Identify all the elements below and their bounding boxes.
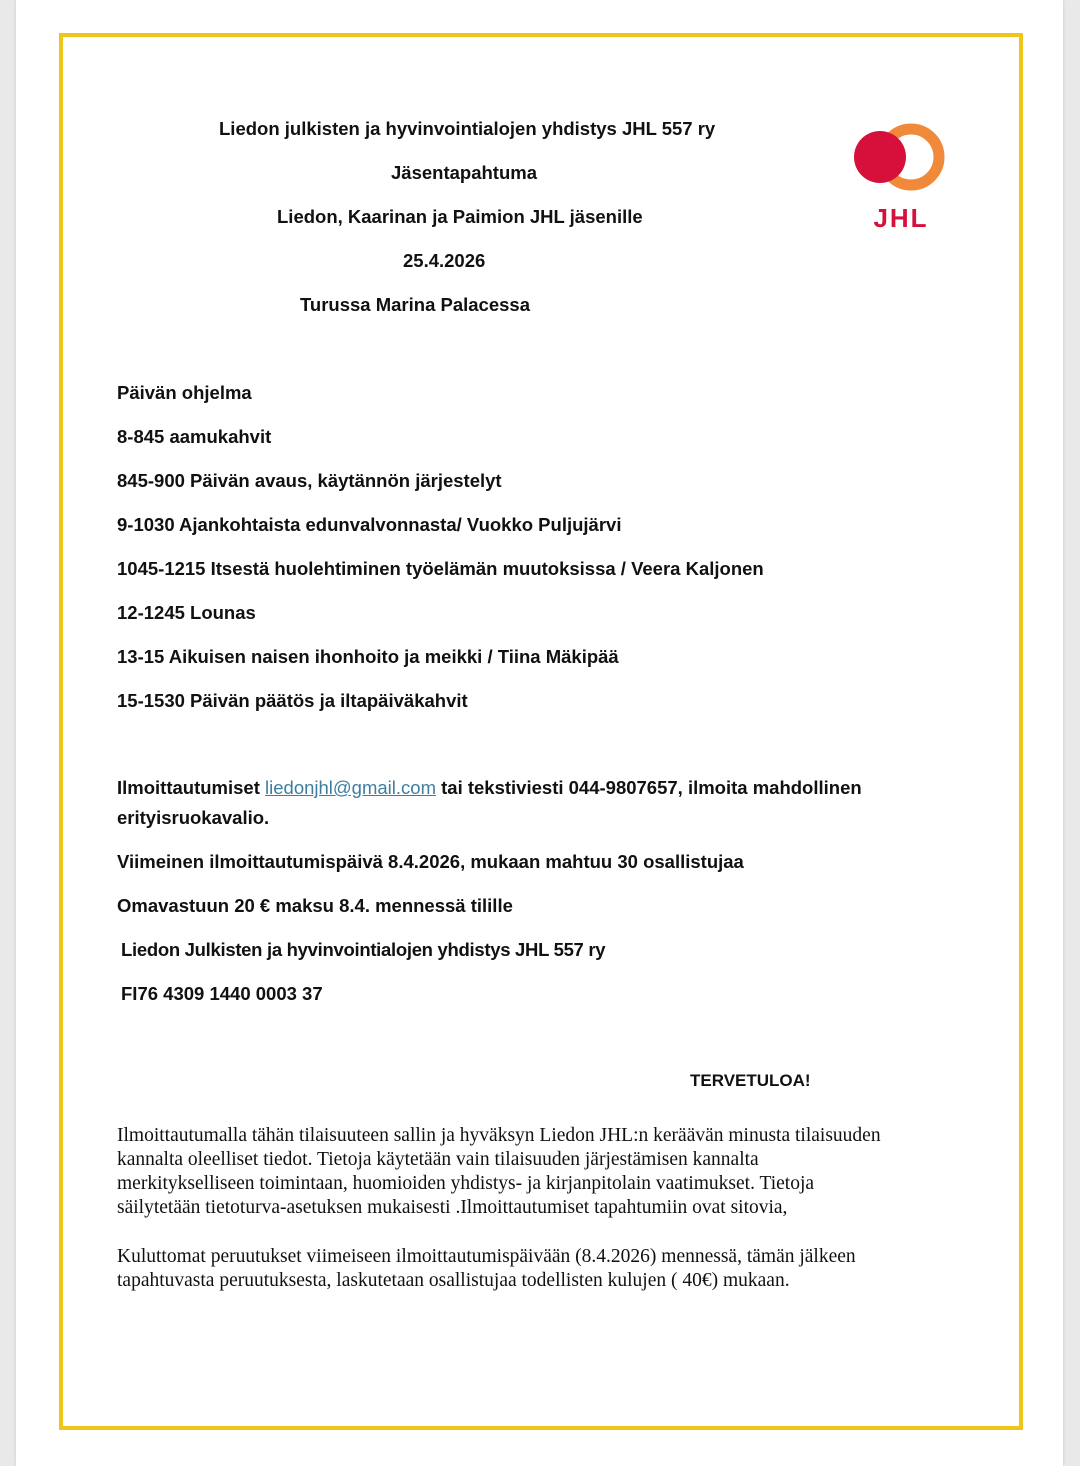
logo-red-dot [854,131,906,183]
cancellation-paragraph [117,1245,856,1293]
welcome-text: TERVETULOA! [690,1071,811,1090]
privacy-line: merkitykselliseen toimintaan, huomioiden yhdistys- ja kirjanpitolain vaatimukset. Tietoja [117,1173,815,1194]
program-item: 12-1245 Lounas [117,602,256,623]
program-item: 845-900 Päivän avaus, käytännön järjestelyt [117,470,502,491]
org-title: Liedon julkisten ja hyvinvointialojen yhdistys JHL 557 ry [219,118,716,139]
event-type: Jäsentapahtuma [391,162,537,183]
cancellation-line: Kuluttomat peruutukset viimeiseen ilmoittautumispäivään (8.4.2026) mennessä, tämän jälkeen [117,1246,856,1267]
jhl-logo [850,120,954,232]
program-item: 15-1530 Päivän päätös ja iltapäiväkahvit [117,690,468,711]
registration-line-2: erityisruokavalio. [117,807,270,828]
privacy-paragraph [117,1124,881,1220]
program-item: 13-15 Aikuisen naisen ihonhoito ja meikki / Tiina Mäkipää [117,646,619,667]
logo-text: JHL [873,203,929,232]
registration-prefix: Ilmoittautumiset [117,777,266,798]
event-date: 25.4.2026 [403,250,486,271]
iban: FI76 4309 1440 0003 37 [121,983,323,1004]
audience: Liedon, Kaarinan ja Paimion JHL jäsenille [277,206,643,227]
email-link[interactable]: liedonjhl@gmail.com [265,777,436,798]
program-title: Päivän ohjelma [117,382,252,403]
fee-info: Omavastuun 20 € maksu 8.4. mennessä tilille [117,895,513,916]
cancellation-line: tapahtuvasta peruutuksesta, laskutetaan osallistujaa todellisten kulujen ( 40€) mukaan. [117,1270,790,1291]
program-item: 8-845 aamukahvit [117,426,272,447]
yellow-border-frame [59,33,1023,1430]
privacy-line: säilytetään tietoturva-asetuksen mukaisesti .Ilmoittautumiset tapahtumiin ovat sitovia, [117,1197,788,1218]
program-item: 1045-1215 Itsestä huolehtiminen työelämän muutoksissa / Veera Kaljonen [117,558,764,579]
privacy-line: Ilmoittautumalla tähän tilaisuuteen sallin ja hyväksyn Liedon JHL:n keräävän minusta tilaisuuden [117,1125,881,1146]
privacy-line: kannalta oleelliset tiedot. Tietoja käytetään vain tilaisuuden järjestämisen kannalta [117,1149,759,1170]
registration-suffix: tai tekstiviesti 044-9807657, ilmoita mahdollinen [435,777,862,798]
registration-deadline: Viimeinen ilmoittautumispäivä 8.4.2026, mukaan mahtuu 30 osallistujaa [117,851,744,872]
program-item: 9-1030 Ajankohtaista edunvalvonnasta/ Vuokko Puljujärvi [117,514,622,535]
account-name: Liedon Julkisten ja hyvinvointialojen yhdistys JHL 557 ry [121,939,606,960]
event-venue: Turussa Marina Palacessa [300,294,531,315]
registration-line [117,777,862,799]
